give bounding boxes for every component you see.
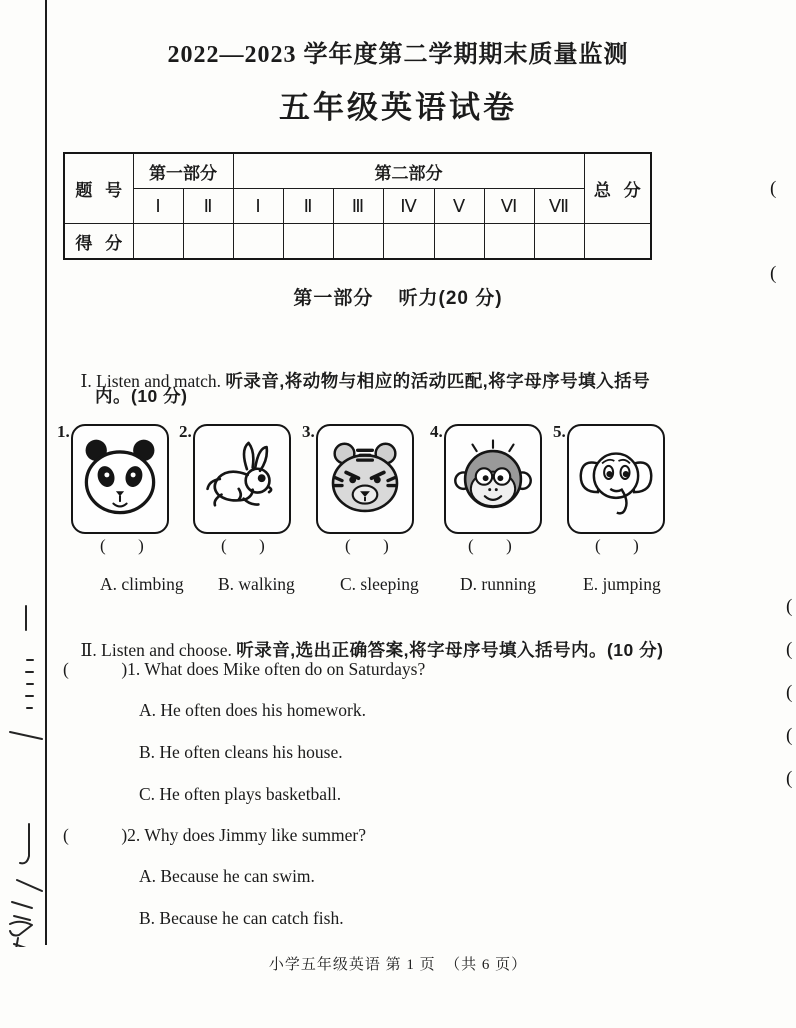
scan-artifact-paren: ( — [770, 263, 777, 284]
part2-col-3: Ⅲ — [333, 189, 383, 224]
scan-artifact-paren: ( — [770, 178, 777, 199]
task1-instruction-cont: 内。(10 分) — [95, 386, 188, 406]
answer-bracket-1: ( ) — [100, 536, 145, 555]
total-score-label: 总 分 — [584, 153, 651, 224]
task1-instruction-en: Ⅰ. Listen and match. — [80, 371, 226, 391]
score-cell — [434, 224, 484, 260]
page-footer: 小学五年级英语 第 1 页 （共 6 页） — [268, 957, 528, 973]
task1-instruction-zh: 听录音,将动物与相应的活动匹配,将字母序号填入括号 — [225, 371, 651, 391]
section1-heading: 第一部分 听力(20 分) — [293, 288, 503, 309]
picture-number: 4. — [430, 422, 443, 441]
part2-header: 第二部分 — [233, 153, 584, 189]
question-2-lead: ( )2. Why does Jimmy like summer? — [63, 825, 366, 845]
animal-picture-panda — [71, 424, 169, 534]
part2-col-4: Ⅳ — [383, 189, 434, 224]
scan-artifact-paren: ( — [786, 596, 793, 617]
scan-artifact-paren: ( — [786, 682, 793, 703]
part2-col-7: Ⅶ — [534, 189, 584, 224]
question-2-option-b: B. Because he can catch fish. — [139, 908, 344, 928]
exam-subtitle: 五年级英语试卷 — [279, 90, 517, 125]
panda-icon — [79, 435, 161, 523]
score-cell — [333, 224, 383, 260]
monkey-icon — [452, 435, 534, 523]
part1-header: 第一部分 — [133, 153, 233, 189]
answer-bracket-3: ( ) — [345, 536, 390, 555]
match-option-e: E. jumping — [583, 574, 661, 594]
part2-col-6: Ⅵ — [484, 189, 534, 224]
picture-item-1 — [57, 424, 169, 534]
scan-artifact-paren: ( — [786, 725, 793, 746]
score-cell — [283, 224, 333, 260]
picture-number: 1. — [57, 422, 70, 441]
match-option-d: D. running — [460, 574, 536, 594]
score-table — [63, 152, 652, 260]
picture-number: 2. — [179, 422, 192, 441]
answer-bracket-4: ( ) — [468, 536, 513, 555]
match-option-b: B. walking — [218, 574, 295, 594]
question-1-lead: ( )1. What does Mike often do on Saturdays? — [63, 659, 426, 679]
exam-title: 2022—2023 学年度第二学期期末质量监测 — [167, 42, 629, 68]
task2-instruction-en: Ⅱ. Listen and choose. — [80, 640, 237, 660]
tiger-icon — [324, 435, 406, 523]
rabbit-icon — [201, 435, 283, 523]
answer-bracket-5: ( ) — [595, 536, 640, 555]
question-1-option-b: B. He often cleans his house. — [139, 742, 343, 762]
part1-col-2: Ⅱ — [183, 189, 233, 224]
task2-instruction-zh: 听录音,选出正确答案,将字母序号填入括号内。(10 分) — [236, 640, 664, 660]
part2-col-1: Ⅰ — [233, 189, 283, 224]
margin-handwriting-marks — [2, 602, 46, 947]
animal-picture-monkey — [444, 424, 542, 534]
animal-picture-elephant — [567, 424, 665, 534]
part2-col-2: Ⅱ — [283, 189, 333, 224]
score-cell — [233, 224, 283, 260]
score-cell — [183, 224, 233, 260]
match-option-a: A. climbing — [100, 574, 184, 594]
match-option-c: C. sleeping — [340, 574, 419, 594]
scan-artifact-paren: ( — [786, 639, 793, 660]
picture-number: 3. — [302, 422, 315, 441]
picture-item-4 — [430, 424, 542, 534]
elephant-icon — [575, 435, 657, 523]
score-cell — [484, 224, 534, 260]
score-row-label: 得 分 — [64, 224, 133, 260]
question-1-option-c: C. He often plays basketball. — [139, 784, 342, 804]
animal-picture-tiger — [316, 424, 414, 534]
question-2-option-a: A. Because he can swim. — [139, 866, 315, 886]
score-cell — [133, 224, 183, 260]
scan-artifact-paren: ( — [786, 768, 793, 789]
picture-item-3 — [302, 424, 414, 534]
total-score-cell — [584, 224, 651, 260]
score-cell — [534, 224, 584, 260]
picture-item-5 — [553, 424, 665, 534]
animal-picture-rabbit — [193, 424, 291, 534]
score-cell — [383, 224, 434, 260]
part1-col-1: Ⅰ — [133, 189, 183, 224]
answer-bracket-2: ( ) — [221, 536, 266, 555]
question-number-label: 题 号 — [64, 153, 133, 224]
picture-number: 5. — [553, 422, 566, 441]
question-1-option-a: A. He often does his homework. — [139, 700, 366, 720]
picture-item-2 — [179, 424, 291, 534]
part2-col-5: Ⅴ — [434, 189, 484, 224]
